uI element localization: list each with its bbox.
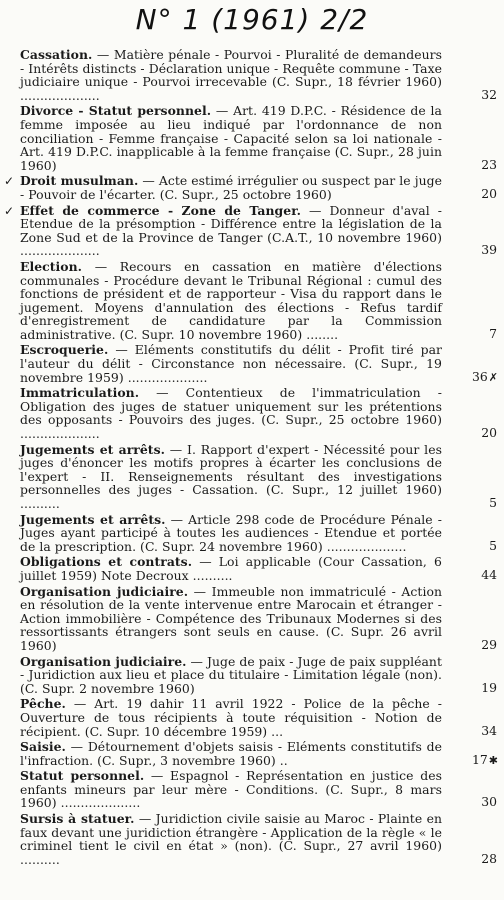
entry-body: — Donneur d'aval - Etendue de la présomption - Différence entre la législation de la Zone Sud et de la Province de Tanger (C.A.T., 10 novembre 1960) .................... (20, 202, 442, 259)
entry-page (458, 88, 498, 103)
page-number: 19 (481, 679, 497, 695)
index-entry (20, 769, 498, 810)
entry-page (458, 795, 498, 810)
entry-heading: Divorce - Statut personnel. (20, 103, 212, 119)
page-number: 5 (489, 537, 497, 553)
page-number: 7 (489, 325, 497, 341)
entry-body: — Acte estimé irrégulier ou suspect par le juge - Pouvoir de l'écarter. (C. Supr., 25 octobre 1960) (20, 173, 442, 202)
page-number: 29 (481, 636, 497, 652)
entry-text (20, 260, 442, 342)
index-entry (20, 655, 498, 696)
index-entry (20, 386, 498, 440)
entry-page (458, 852, 498, 867)
entry-text (20, 104, 442, 172)
index-entry (20, 697, 498, 738)
entry-page (458, 638, 498, 653)
entry-heading: Jugements et arrêts. (20, 441, 165, 457)
entry-heading: Immatriculation. (20, 385, 140, 401)
entry-body: — Contentieux de l'immatriculation - Obligation des juges de statuer uniquement sur les prétentions des opposants - Pouvoirs des juges. (C. Supr., 25 octobre 1960) .................... (20, 385, 442, 442)
entry-heading: Organisation judiciaire. (20, 583, 189, 599)
entry-page (458, 539, 498, 554)
page-number: 34 (481, 722, 497, 738)
entry-body: — Détournement d'objets saisis - Eléments constitutifs de l'infraction. (C. Supr., 3 novembre 1960) .. (20, 739, 442, 768)
entry-text (20, 443, 442, 511)
entry-body: — Juge de paix - Juge de paix suppléant - Juridiction aux lieu et place du titulaire - Limitation légale (non). (C. Supr. 2 novembre 1960) (20, 653, 442, 696)
entry-body: — Art. 419 D.P.C. - Résidence de la femme imposée au lieu indiqué par l'ordonnance de non conciliation - Femme française - Capacité selon sa loi nationale - Art. 419 D.P.C. inapplicable à la femme française (C. Supr., 28 juin 1960) (20, 103, 442, 173)
entry-heading: Organisation judiciaire. (20, 653, 187, 669)
entry-page (458, 753, 498, 768)
index-entry (20, 513, 498, 554)
entry-text (20, 769, 442, 810)
entry-text (20, 812, 442, 866)
index-entry (20, 740, 498, 767)
entry-heading: Obligations et contrats. (20, 554, 193, 570)
index-entry (20, 812, 498, 866)
entry-page (458, 158, 498, 173)
entry-text (20, 513, 442, 554)
page-number: 20 (481, 425, 497, 441)
entry-heading: Cassation. (20, 47, 93, 62)
entry-heading: Escroquerie. (20, 342, 109, 358)
entry-body: — Eléments constitutifs du délit - Profit tiré par l'auteur du délit - Circonstance non nécessaire. (C. Supr., 19 novembre 1959) .................... (20, 342, 442, 385)
index-entry (20, 585, 498, 653)
entry-body: — Loi applicable (Cour Cassation, 6 juillet 1959) Note Decroux .......... (20, 554, 442, 583)
page-number: 5 (489, 495, 497, 510)
page-mark: ✗ (488, 370, 498, 384)
entry-body: — Recours en cassation en matière d'élections communales - Procédure devant le Tribunal Régional : cumul des fonctions de président et de rapporteur - Visa du rapport dans le jugement. Moyens d'annulation des élections - Refus tardif d'enregistrement de candidature par la Commission administrative. (C. Supr. 10 novembre 1960) ........ (20, 258, 442, 342)
entry-text (20, 585, 442, 653)
entry-text (20, 174, 442, 201)
page-number: 32 (481, 86, 497, 102)
entry-heading: Sursis à statuer. (20, 811, 135, 827)
index-entry (20, 343, 498, 384)
entry-page (458, 681, 498, 696)
margin-mark: ✓ (4, 203, 15, 218)
entry-heading: Saisie. (20, 739, 66, 755)
entry-page (458, 370, 498, 385)
entry-page (458, 496, 498, 511)
entry-heading: Jugements et arrêts. (20, 511, 166, 527)
entry-text (20, 48, 442, 102)
entry-text (20, 555, 442, 582)
entry-text (20, 343, 442, 384)
entry-text (20, 740, 442, 767)
entry-page (458, 327, 498, 342)
entry-heading: Effet de commerce - Zone de Tanger. (20, 202, 302, 218)
page-number: 17 (472, 751, 488, 767)
entry-text (20, 655, 442, 696)
entry-body: — Matière pénale - Pourvoi - Pluralité de demandeurs - Intérêts distincts - Déclaration unique - Requête commune - Taxe judiciaire unique - Pourvoi irrecevable (C. Supr., 18 février 1960) .................... (20, 47, 442, 103)
index-entry (20, 104, 498, 172)
index-entries (4, 47, 498, 868)
entry-body: — Espagnol - Représentation en justice des enfants mineurs par leur mère - Conditions. (C. Supr., 8 mars 1960) .................... (20, 768, 442, 811)
entry-body: — Article 298 code de Procédure Pénale - Juges ayant participé à toutes les audiences - Etendue et portée de la prescription. (C. Supr. 24 novembre 1960) .................... (20, 511, 442, 554)
index-entry (20, 48, 498, 102)
page-number: 44 (481, 566, 497, 582)
index-entry (4, 202, 498, 259)
entry-body: — Art. 19 dahir 11 avril 1922 - Police de la pêche - Ouverture de tous récipients à toute réquisition - Notion de récipient. (C. Supr. 10 décembre 1959) ... (20, 696, 442, 739)
handwritten-header: N° 1 (1961) 2/2 (135, 3, 369, 36)
index-entry (20, 260, 498, 342)
index-entry (20, 443, 498, 511)
entry-heading: Election. (20, 258, 83, 274)
index-entry (4, 173, 498, 202)
page-number: 39 (481, 242, 497, 258)
entry-body: — I. Rapport d'expert - Nécessité pour les juges d'énoncer les motifs propres à écarter les conclusions de l'expert - II. Renseignements résultant des investigations personnelles des juges - Cassation. (C. Supr., 12 juillet 1960) .......... (20, 441, 442, 511)
page-number: 23 (481, 156, 497, 172)
page-mark: ✱ (488, 753, 498, 767)
index-entry (20, 555, 498, 582)
page-number: 20 (481, 185, 497, 201)
entry-page (458, 243, 498, 258)
entry-heading: Pêche. (20, 696, 66, 712)
page-number: 30 (481, 794, 497, 810)
entry-body: — Juridiction civile saisie au Maroc - Plainte en faux devant une juridiction étrangère - Application de la règle « le criminel tient le civil en état » (non). (C. Supr., 27 avril 1960) .......... (20, 811, 442, 867)
entry-page (458, 568, 498, 583)
entry-page (458, 187, 498, 202)
entry-body: — Immeuble non immatriculé - Action en résolution de la vente intervenue entre Marocain et étranger - Action immobilière - Compétence des Tribunaux Modernes si des ressortissants étrangers sont seuls en cause. (C. Supr. 26 avril 1960) (20, 583, 443, 653)
margin-mark: ✓ (4, 174, 15, 189)
page-number: 28 (481, 850, 497, 866)
page-number: 36 (472, 368, 488, 384)
entry-heading: Droit musulman. (20, 173, 139, 189)
entry-text (20, 697, 442, 738)
entry-page (458, 724, 498, 739)
entry-heading: Statut personnel. (20, 768, 145, 784)
entry-page (458, 426, 498, 441)
entry-text (20, 386, 442, 440)
entry-text (20, 204, 442, 258)
